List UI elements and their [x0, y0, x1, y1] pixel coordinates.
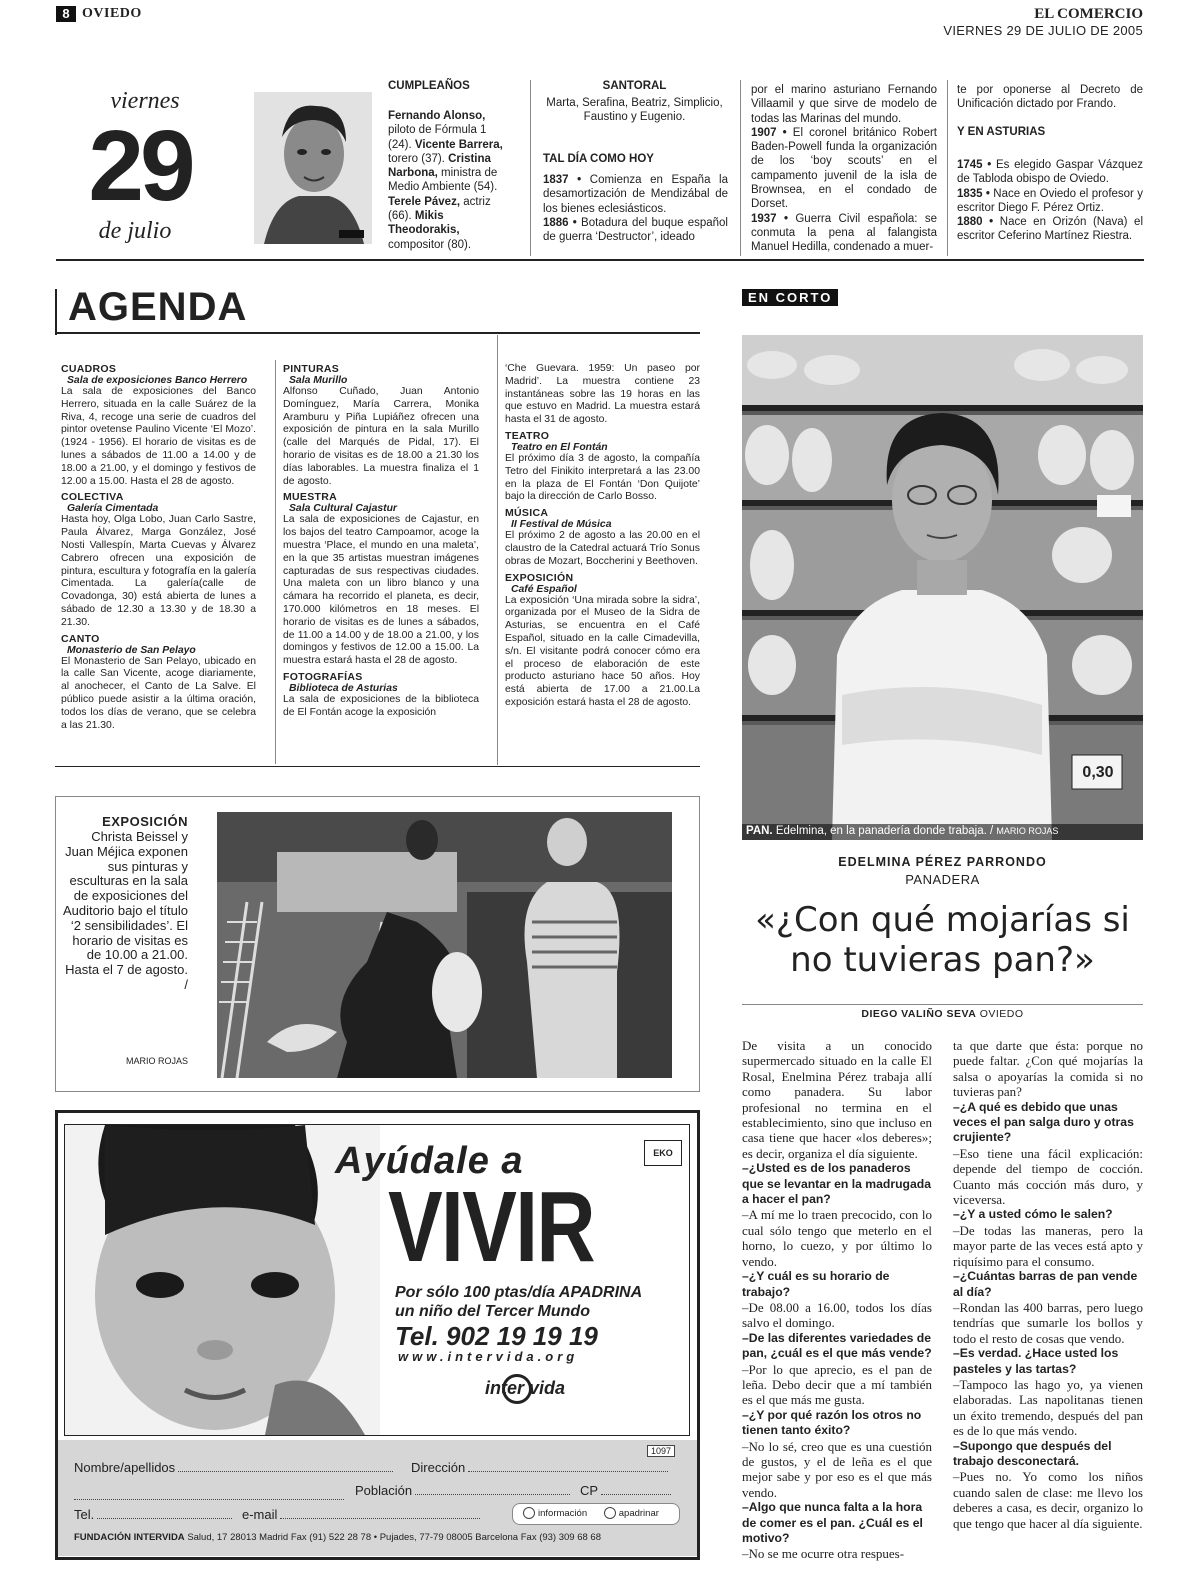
ad-options: información apadrinar [512, 1503, 680, 1525]
encorto-label: EN CORTO [742, 289, 838, 306]
divider [275, 360, 276, 764]
agenda-col3: ‘Che Guevara. 1959: Un paseo por Madrid’. La muestra contiene 23 instantáneas sobre las 19 horas en las que estuvo en Madrid. La muestra estará hasta el 31 de agosto. TEATRO Teatro en El Fontán El próximo día 3 de agosto, la compañía Tetro del Finikito interpretará a las 23.00 en la plaza de El Fontán ‘Don Quijote’ bajo la dirección de Carlo Bosso. MÚSICA II Festival de Música El próximo 2 de agosto a las 20.00 en el claustro de la Catedral actuará Trío Sonus obras de Mozart, Boccherini y Beethoven. EXPOSICIÓN Café Español La exposición ‘Una mirada sobre la sidra’, organizada por el Museo de la Sidra de Asturias, se encuentra en el Café Español, situado en la calle Cimadevilla, s/n. El visitante podrá conocer cómo era el proceso de elaboración de este producto asturiano hace 50 años. Hoy está abierta de 17.00 a 21.00.La exposición estará hasta el 28 de agosto. [505, 363, 700, 708]
ad-field-address[interactable]: Dirección [411, 1460, 668, 1475]
ad-field-cp[interactable]: CP [580, 1483, 671, 1498]
date-month: de julio [98, 218, 172, 244]
price-tag-text: 0,30 [1082, 764, 1114, 781]
agenda-item: FOTOGRAFÍAS Biblioteca de Asturias La sala de exposiciones de la biblioteca de El Fontán acoge la exposición [283, 670, 479, 718]
interview-col2: ta que darte que ésta: porque no puede faltar. ¿Con qué mojarías la salsa o apoyarías la comida si no tuvieras pan? –¿A qué es debido que unas veces el pan salga duro y otras crujiente? –Eso tiene una fácil explicación: depende del tiempo de cocción. Cuanto más cocción más duro, y viceversa. –¿Y a usted cómo le salen? –De todas las maneras, pero la mayor parte de las veces está apto y riquísimo para el consumo. –¿Cuántas barras de pan vende al día? –Rondan las 400 barras, pero luego tendrías que sumarle los bollos y todo el resto de cosas que vendo. –Es verdad. ¿Hace usted los pasteles y las tartas? –Tampoco las hago yo, ya vienen elaboradas. Las napolitanas tienen un éxito tremendo, después del pan es de lo que más vendo. –Supongo que después del trabajo desconectará. –Pues no. Yo como los niños cuando salen de clase: me llevo los deberes a casa, es decir, organizo lo que tengo que hacer al día siguiente. [953, 1038, 1143, 1531]
expo-caption: Christa Beissel y Juan Méjica exponen sus pinturas y esculturas en la sala de exposiciones del Auditorio bajo el título ‘2 sensibilidades’. El horario de visitas es de 10.00 a 21.00. Hasta el 7 de agosto. / [62, 829, 188, 992]
agenda-col2 [283, 363, 479, 720]
santoral-text: Marta, Serafina, Beatriz, Simplicio, Faustino y Eugenio. [546, 97, 723, 124]
byline-rule [742, 1004, 1143, 1005]
ad-headline-1: Ayúdale a [335, 1140, 524, 1182]
exhibition-photo [217, 812, 672, 1078]
interview-col1: De visita a un conocido supermercado situado en la calle El Rosal, Enelmina Pérez trabaja allí como panadera. Su labor profesional no termina en el establecimiento, sino que incluso en casa tiene que hacer «los deberes»; es decir, organiza el día siguiente. –¿Usted es de los panaderos que se levantar en la madrugada a hacer el pan? –A mí me lo traen precocido, con lo cual sólo tengo que meterlo en el horno, lo cuezo, y por último lo vendo. –¿Y cuál es su horario de trabajo? –De 08.00 a 16.00, todos los días salvo el domingo. –De las diferentes variedades de pan, ¿cuál es el que más vende? –Por lo que aprecio, es el pan de leña. Debo decir que a mí también es el que más me gusta. –¿Y por qué razón los otros no tienen tanto éxito? –No lo sé, creo que es una cuestión de gustos, y el de leña es el que mejor sabe y por eso es el que más vendo. –Algo que nunca falta a la hora de comer es el pan. ¿Cuál es el motivo? –No se me ocurre otra respues- [742, 1038, 932, 1562]
ad-offer-1: Por sólo 100 ptas/día APADRINA [395, 1284, 643, 1301]
asturias-list: 1745 • Es elegido Gaspar Vázquez de Tabloda obispo de Oviedo. 1835 • Nace en Oviedo el profesor y escritor Diego F. Pérez Ortiz. 1880 • Nace en Orizón (Nava) el escritor Ceferino Martínez Riestra. [957, 159, 1144, 243]
interviewee-name: EDELMINA PÉREZ PARRONDO [838, 855, 1047, 869]
ad-code: 1097 [647, 1445, 675, 1457]
agenda-col1 [61, 363, 256, 732]
issue-date: VIERNES 29 DE JULIO DE 2005 [943, 23, 1143, 38]
fernando-alonso-photo [254, 92, 372, 244]
agenda-item: CUADROS Sala de exposiciones Banco Herrero La sala de exposiciones del Banco Herrero, situada en la calle Suárez de la Riva, 4, recoge una serie de cuadros del pintor ovetense Paulino Vicente ‘El Mozo’. (1924 - 1956). El horario de visitas es de lunes a sábados de 11.00 a 14.00 y de 18.00 a 21.00, y el domingo y festivos de 12.00 a 15.00. Hasta el 28 de agosto. [61, 363, 256, 487]
interviewee-role: PANADERA [905, 872, 980, 887]
ad-field-name[interactable]: Nombre/apellidos [74, 1460, 393, 1475]
headline: «¿Con qué mojarías si no tuvieras pan?» [755, 900, 1130, 980]
agenda-title: AGENDA [68, 285, 248, 329]
ad-badge: EKO [644, 1140, 682, 1166]
ad-logo-globe-icon [502, 1374, 532, 1404]
ad-field-tel[interactable]: Tel. [74, 1507, 232, 1522]
ad-logo: inter vida [484, 1378, 566, 1398]
agenda-item: MUESTRA Sala Cultural Cajastur La sala de exposiciones de Cajastur, en los bajos del teatro Campoamor, acoge la muestra ‘Place, el mundo en una maleta’, en la que 35 artistas muestran imágenes capturadas de sus respectivas ciudades. Una maleta con un libro blanco y una cámara ha recorrido el planeta, es decir, 170.000 kilómetros en 18 meses. El horario de visitas es de lunes a sábados, de 11.00 a 14.00 y de 18.00 a 21.00, y los domingos y festivos de 12.00 a 15.00. La muestra estará hasta el 28 de agosto. [283, 491, 479, 667]
asturias-title: Y EN ASTURIAS [957, 126, 1046, 138]
agenda-item: CANTO Monasterio de San Pelayo El Monasterio de San Pelayo, ubicado en la calle San Vicente, acoge diariamente, al anochecer, el Canto de La Salve. El público puede asistir a la última oración, todos los días de verano, que se celebra a las 21.30. [61, 632, 256, 731]
agenda-rule [55, 332, 700, 334]
radio-info[interactable] [523, 1507, 535, 1519]
agenda-bottom-rule [55, 766, 700, 767]
divider [740, 80, 741, 256]
ad-phone: Tel. 902 19 19 19 [395, 1321, 598, 1351]
byline: DIEGO VALIÑO SEVA OVIEDO [861, 1008, 1024, 1020]
newspaper-name: EL COMERCIO [1034, 6, 1143, 22]
birthdays-title: CUMPLEAÑOS [388, 80, 470, 92]
radio-apadrinar[interactable] [604, 1507, 616, 1519]
taldia-col2: por el marino asturiano Fernando Villaamil y que sirve de modelo de todas las Marinas del mundo. 1907 • El coronel británico Robert Baden-Powell funda la organización de los ‘boy scouts’ en el campamento juvenil de la isla de Brownsea, en el condado de Dorset. 1937 • Guerra Civil española: se conmuta la pena al falangista Manuel Hedilla, condenado a muer- [751, 84, 937, 254]
agenda-item: TEATRO Teatro en El Fontán El próximo día 3 de agosto, la compañía Tetro del Finikito interpretará a las 23.00 en la plaza de El Fontán ‘Don Quijote’ bajo la dirección de Carlo Bosso. [505, 429, 700, 503]
ad-web[interactable]: www.intervida.org [398, 1349, 579, 1364]
agenda-item: EXPOSICIÓN Café Español La exposición ‘Una mirada sobre la sidra’, organizada por el Museo de la Sidra de Asturias, se encuentra en el Café Español, situado en la calle Cimadevilla, s/n. El visitante podrá conocer cómo era el proceso de elaboración de este producto asturiano hace 50 años. Hoy está abierta de 17.00 a 21.00.La exposición estará hasta el 28 de agosto. [505, 571, 700, 708]
divider [497, 335, 498, 765]
taldia-col1: 1837 • Comienza en España la desamortización de Mendizábal de los bienes eclesiásticos. 1886 • Botadura del buque español de guerra ‘Destructor’, ideado [543, 174, 728, 244]
ad-field-line[interactable] [74, 1485, 344, 1500]
divider [530, 80, 531, 256]
photo-caption: PAN. Edelmina, en la panadería donde trabaja. / MARIO ROJAS [746, 825, 1059, 837]
child-photo [65, 1125, 380, 1435]
header-rule [56, 259, 1144, 261]
birthdays-list [388, 109, 512, 252]
agenda-item: MÚSICA II Festival de Música El próximo 2 de agosto a las 20.00 en el claustro de la Catedral actuará Trío Sonus obras de Mozart, Boccherini y Beethoven. [505, 507, 700, 567]
ad-headline-2: VIVIR [388, 1171, 594, 1283]
date-day: 29 [88, 110, 192, 222]
ad-field-email[interactable]: e-mail [242, 1507, 480, 1522]
expo-credit: MARIO ROJAS [125, 1056, 188, 1066]
taldia-col3: te por oponerse al Decreto de Unificación dictado por Frando. [957, 84, 1143, 111]
agenda-item: PINTURAS Sala Murillo Alfonso Cuñado, Juan Antonio Domínguez, María Carrera, Monika Aramburu y Piña Lupiáñez ofrecen una exposición de pintura en la sala Murillo (calle del Marqués de Pidal, 17). El horario de visitas es de 18.00 a 21.30 los días laborables. La muestra finaliza el 1 de agosto. [283, 363, 479, 487]
date-weekday: viernes [110, 88, 180, 114]
expo-title: EXPOSICIÓN [102, 814, 188, 829]
ad-footer: FUNDACIÓN INTERVIDA Salud, 17 28013 Madrid Fax (91) 522 28 78 • Pujades, 77-79 08005 Barcelona Fax (93) 309 68 68 [74, 1532, 601, 1543]
santoral-title: SANTORAL [602, 80, 667, 92]
agenda-left-bar [55, 289, 57, 335]
agenda-item: COLECTIVA Galería Cimentada Hasta hoy, Olga Lobo, Juan Carlo Sastre, Paula Álvarez, Marga González, José Nosti Vallespín, Marta Cuevas y Álvarez Cabrero ofrecen una exposición de pintura, escultura y fotografía en la galería Cimentada. La galería(calle de Covadonga, 30) está abierta de lunes a sábado de 12.30 a 13.30 y de 18.30 a 21.30. [61, 491, 256, 628]
divider [947, 80, 948, 256]
taldia-title: TAL DÍA COMO HOY [543, 153, 654, 165]
birthday-entry: Fernando Alonso, piloto de Fórmula 1 (24). Vicente Barrera, torero (37). Cristina Narbona, ministra de Medio Ambiente (54). Terele Pávez, actriz (66). Mikis Theodorakis, compositor (80). [388, 110, 503, 251]
ad-offer-2: un niño del Tercer Mundo [395, 1303, 590, 1320]
section-name: OVIEDO [82, 6, 142, 21]
page-number: 8 [56, 6, 76, 22]
ad-field-town[interactable]: Población [355, 1483, 570, 1498]
